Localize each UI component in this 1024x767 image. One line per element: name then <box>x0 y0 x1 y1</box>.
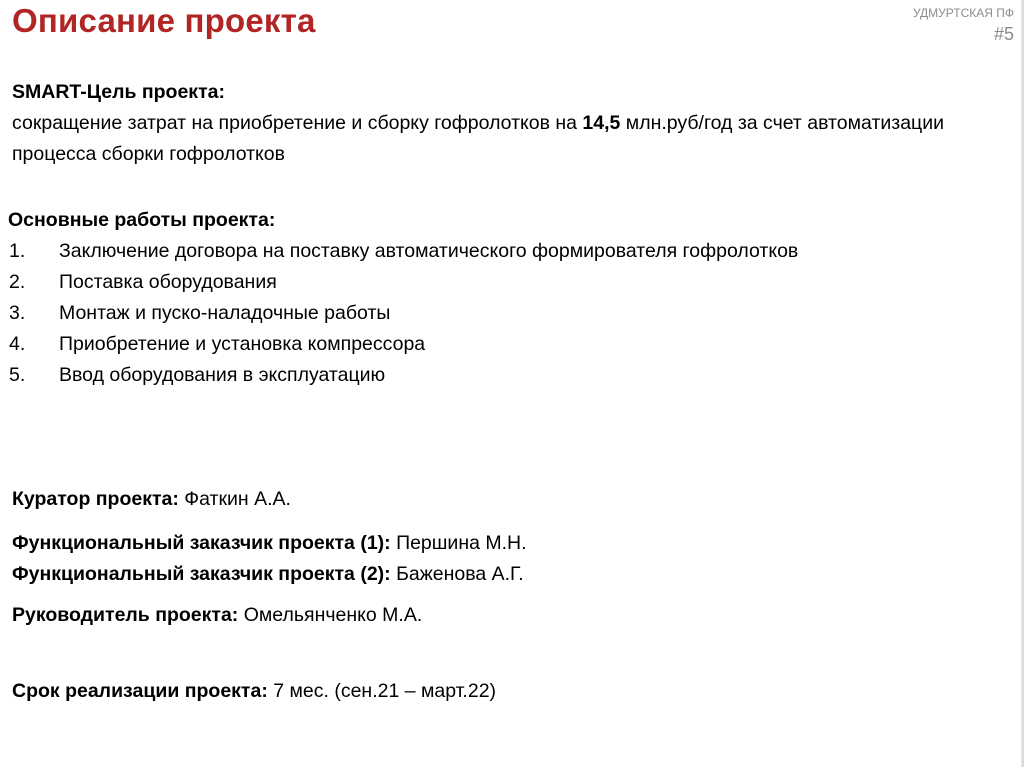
term-value: 7 мес. (сен.21 – март.22) <box>267 680 497 702</box>
smart-goal-label: SMART-Цель проекта: <box>12 81 225 103</box>
smart-goal-amount: 14,5 <box>582 112 621 134</box>
list-item <box>8 329 798 360</box>
list-item-text: Поставка оборудования <box>59 271 277 293</box>
list-item-text: Ввод оборудования в эксплуатацию <box>59 364 386 386</box>
smart-goal-text <box>12 108 1002 170</box>
customer1-value: Першина М.Н. <box>390 532 527 554</box>
customer2-line <box>12 559 524 590</box>
main-works-section <box>8 205 798 391</box>
customer1-label: Функциональный заказчик проекта (1): <box>12 532 391 554</box>
list-item-text: Монтаж и пуско-наладочные работы <box>59 302 391 324</box>
list-item-number: 1. <box>9 240 26 262</box>
main-works-list <box>8 236 798 391</box>
smart-goal-section <box>12 77 1002 170</box>
list-item-number: 5. <box>9 364 26 386</box>
list-item-text: Заключение договора на поставку автоматического формирователя гофролотков <box>59 240 799 262</box>
list-item-number: 2. <box>9 271 26 293</box>
organization-label: УДМУРТСКАЯ ПФ <box>912 6 1014 20</box>
list-item <box>8 236 798 267</box>
customer2-label: Функциональный заказчик проекта (2): <box>12 563 391 585</box>
leader-line <box>12 600 422 631</box>
leader-value: Омельянченко М.А. <box>238 604 423 626</box>
slide-title: Описание проекта <box>12 2 316 39</box>
slide-number: #5 <box>993 24 1014 44</box>
list-item <box>8 267 798 298</box>
curator-line <box>12 484 291 515</box>
list-item-text: Приобретение и установка компрессора <box>59 333 426 355</box>
curator-value: Фаткин А.А. <box>178 488 291 510</box>
smart-goal-text-end: млн.руб/год за счет автоматизации процесса сборки гофролотков <box>12 112 945 165</box>
main-works-heading: Основные работы проекта: <box>8 209 276 231</box>
list-item <box>8 360 798 391</box>
curator-label: Куратор проекта: <box>12 488 179 510</box>
smart-goal-text-start: сокращение затрат на приобретение и сборку гофролотков на <box>12 112 583 134</box>
leader-label: Руководитель проекта: <box>12 604 239 626</box>
customer1-line <box>12 528 527 559</box>
list-item-number: 3. <box>9 302 26 324</box>
list-item <box>8 298 798 329</box>
term-label: Срок реализации проекта: <box>12 680 268 702</box>
customer2-value: Баженова А.Г. <box>390 563 524 585</box>
term-line <box>12 676 496 707</box>
list-item-number: 4. <box>9 333 26 355</box>
